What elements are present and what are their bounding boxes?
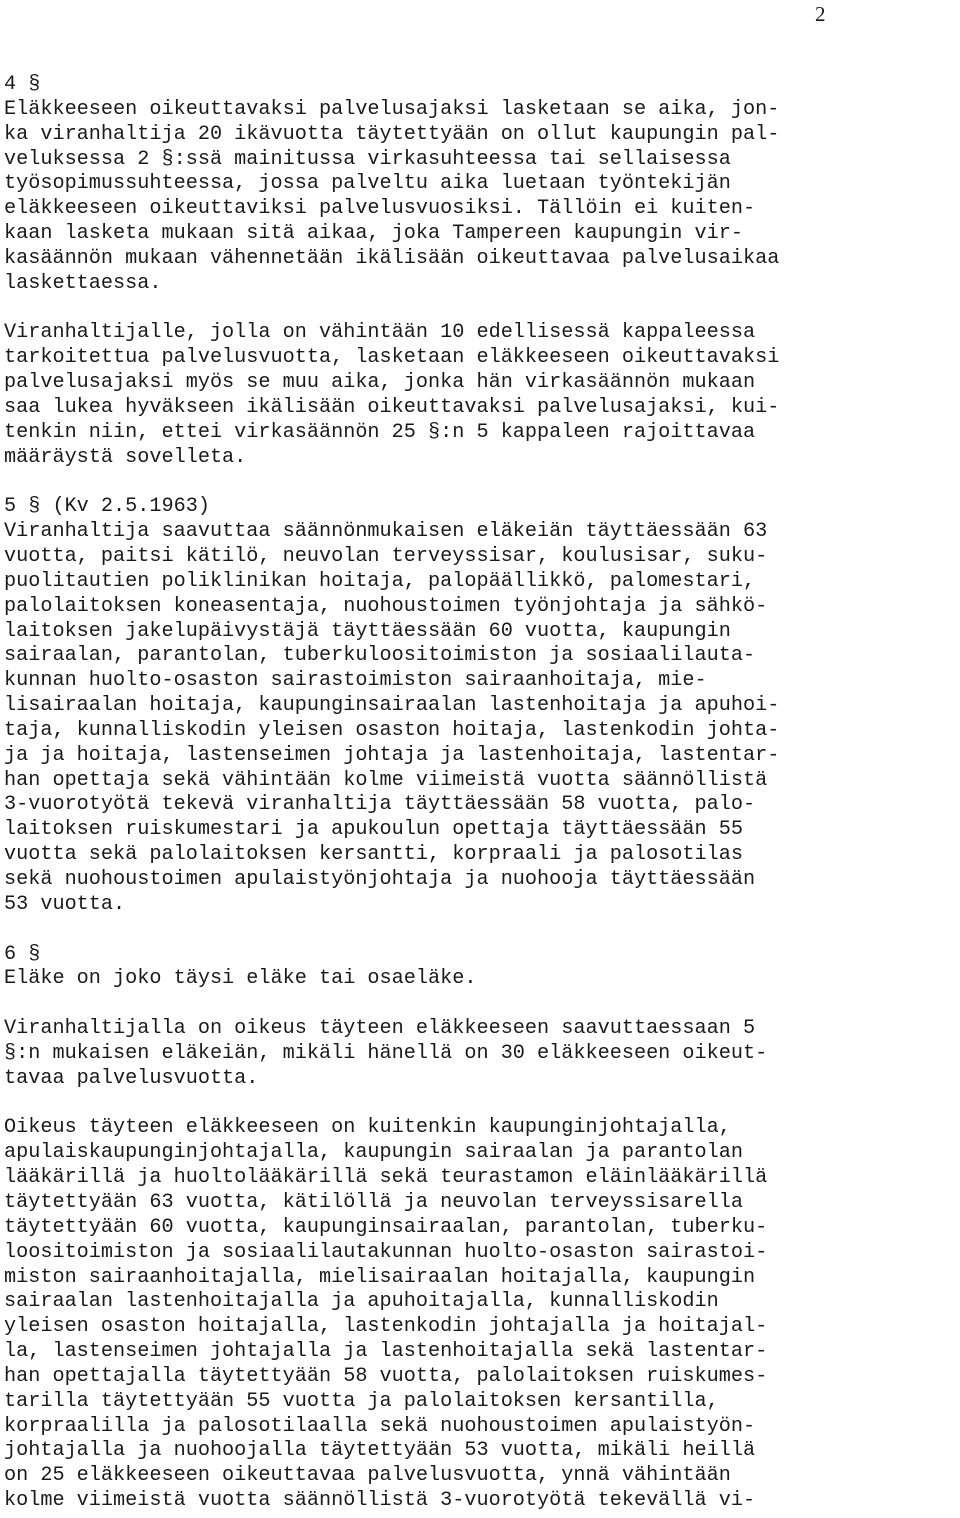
text-line: loositoimiston ja sosiaalilautakunnan huolto-osaston sairastoi-: [4, 1240, 768, 1264]
text-line: laitoksen jakelupäivystäjä täyttäessään 60 vuotta, kaupungin: [4, 619, 731, 643]
section-gap: [4, 471, 958, 496]
text-line: yleisen osaston hoitajalla, lastenkodin johtajalla ja hoitajal-: [4, 1315, 768, 1339]
text-line: tenkin niin, ettei virkasäännön 25 §:n 5 kappaleen rajoittavaa: [4, 420, 756, 444]
text-line: kasäännön mukaan vähennetään ikälisään oikeuttavaa palvelusaikaa: [4, 246, 780, 270]
text-line: puolitautien poliklinikan hoitaja, palopäällikkö, palomestari,: [4, 569, 756, 593]
text-line: Viranhaltija saavuttaa säännönmukaisen eläkeiän täyttäessään 63: [4, 520, 768, 544]
text-line: laitoksen ruiskumestari ja apukoulun opettaja täyttäessään 55: [4, 818, 743, 842]
text-line: eläkkeeseen oikeuttaviksi palvelusvuosiksi. Tällöin ei kuiten-: [4, 197, 756, 221]
text-line: han opettaja sekä vähintään kolme viimeistä vuotta säännöllistä: [4, 768, 768, 792]
text-line: sekä nuohoustoimen apulaistyönjohtaja ja nuohooja täyttäessään: [4, 868, 756, 891]
text-line: palvelusajaksi myös se muu aika, jonka hän virkasäännön mukaan: [4, 371, 756, 395]
text-line: Eläke on joko täysi eläke tai osaeläke.: [4, 967, 477, 991]
text-line: lääkärillä ja huoltolääkärillä sekä teurastamon eläinlääkärillä: [4, 1166, 768, 1190]
section-gap: [4, 918, 958, 943]
paragraph: [4, 967, 958, 992]
section-heading: 6 §: [4, 942, 41, 966]
paragraph-gap: [4, 992, 958, 1017]
text-line: sairaalan, parantolan, tuberkuloositoimiston ja sosiaalilauta-: [4, 644, 756, 668]
section-heading: 4 §: [4, 73, 41, 96]
text-line: on 25 eläkkeeseen oikeuttavaa palvelusvuotta, ynnä vähintään: [4, 1464, 731, 1488]
text-line: tavaa palvelusvuotta.: [4, 1066, 259, 1090]
text-line: täytettyään 60 vuotta, kaupunginsairaalan, parantolan, tuberku-: [4, 1215, 768, 1239]
text-line: saa lukea hyväkseen ikälisään oikeuttavaksi palvelusajaksi, kui-: [4, 395, 780, 419]
text-line: vuotta sekä palolaitoksen kersantti, korpraali ja palosotilas: [4, 843, 743, 867]
page-number: 2: [815, 2, 826, 26]
text-line: Oikeus täyteen eläkkeeseen on kuitenkin kaupunginjohtajalla,: [4, 1116, 731, 1140]
document-body: [4, 73, 958, 1514]
text-line: ka viranhaltija 20 ikävuotta täytettyään on ollut kaupungin pal-: [4, 122, 780, 146]
text-line: kunnan huolto-osaston sairastoimiston sairaanhoitaja, mie-: [4, 669, 707, 693]
text-line: kaan lasketa mukaan sitä aikaa, joka Tampereen kaupungin vir-: [4, 222, 743, 246]
paragraph: [4, 520, 958, 918]
text-line: apulaiskaupunginjohtajalla, kaupungin sairaalan ja parantolan: [4, 1141, 743, 1165]
paragraph: [4, 1017, 958, 1092]
paragraph: [4, 1116, 958, 1514]
text-line: taja, kunnalliskodin yleisen osaston hoitaja, lastenkodin johta-: [4, 718, 780, 742]
text-line: miston sairaanhoitajalla, mielisairaalan hoitajalla, kaupungin: [4, 1265, 756, 1289]
text-line: laskettaessa.: [4, 271, 162, 295]
text-line: tarilla täytettyään 55 vuotta ja palolaitoksen kersantilla,: [4, 1389, 719, 1413]
text-line: vuotta, paitsi kätilö, neuvolan terveyssisar, koulusisar, suku-: [4, 545, 768, 569]
text-line: työsopimussuhteessa, jossa palveltu aika luetaan työntekijän: [4, 172, 731, 196]
text-line: sairaalan lastenhoitajalla ja apuhoitajalla, kunnalliskodin: [4, 1290, 719, 1314]
paragraph-gap: [4, 297, 958, 322]
text-line: määräystä sovelleta.: [4, 445, 247, 469]
section-heading: 5 § (Kv 2.5.1963): [4, 495, 210, 519]
text-line: tarkoitettua palvelusvuotta, lasketaan eläkkeeseen oikeuttavaksi: [4, 346, 780, 370]
text-line: kolme viimeistä vuotta säännöllistä 3-vuorotyötä tekevällä vi-: [4, 1489, 756, 1513]
text-line: veluksessa 2 §:ssä mainitussa virkasuhteessa tai sellaisessa: [4, 147, 731, 171]
paragraph-gap: [4, 1092, 958, 1117]
text-line: palolaitoksen koneasentaja, nuohoustoimen työnjohtaja ja sähkö-: [4, 594, 768, 618]
text-line: han opettajalla täytettyään 58 vuotta, palolaitoksen ruiskumes-: [4, 1364, 768, 1388]
text-line: lisairaalan hoitaja, kaupunginsairaalan lastenhoitaja ja apuhoi-: [4, 694, 780, 718]
text-line: 3-vuorotyötä tekevä viranhaltija täyttäessään 58 vuotta, palo-: [4, 793, 756, 817]
text-line: Viranhaltijalle, jolla on vähintään 10 edellisessä kappaleessa: [4, 321, 756, 345]
text-line: johtajalla ja nuohoojalla täytettyään 53 vuotta, mikäli heillä: [4, 1439, 756, 1463]
section-6: [4, 943, 958, 1514]
text-line: Eläkkeeseen oikeuttavaksi palvelusajaksi lasketaan se aika, jon-: [4, 97, 780, 121]
text-line: §:n mukaisen eläkeiän, mikäli hänellä on 30 eläkkeeseen oikeut-: [4, 1041, 768, 1065]
paragraph: [4, 321, 958, 470]
text-line: ja ja hoitaja, lastenseimen johtaja ja lastenhoitaja, lastentar-: [4, 743, 780, 767]
text-line: korpraalilla ja palosotilaalla sekä nuohoustoimen apulaistyön-: [4, 1414, 756, 1438]
section-5: [4, 495, 958, 917]
text-line: 53 vuotta.: [4, 892, 126, 916]
paragraph: [4, 98, 958, 297]
text-line: Viranhaltijalla on oikeus täyteen eläkkeeseen saavuttaessaan 5: [4, 1017, 756, 1041]
text-line: la, lastenseimen johtajalla ja lastenhoitajalla sekä lastentar-: [4, 1340, 768, 1364]
section-4: [4, 73, 958, 471]
text-line: täytettyään 63 vuotta, kätilöllä ja neuvolan terveyssisarella: [4, 1190, 743, 1214]
